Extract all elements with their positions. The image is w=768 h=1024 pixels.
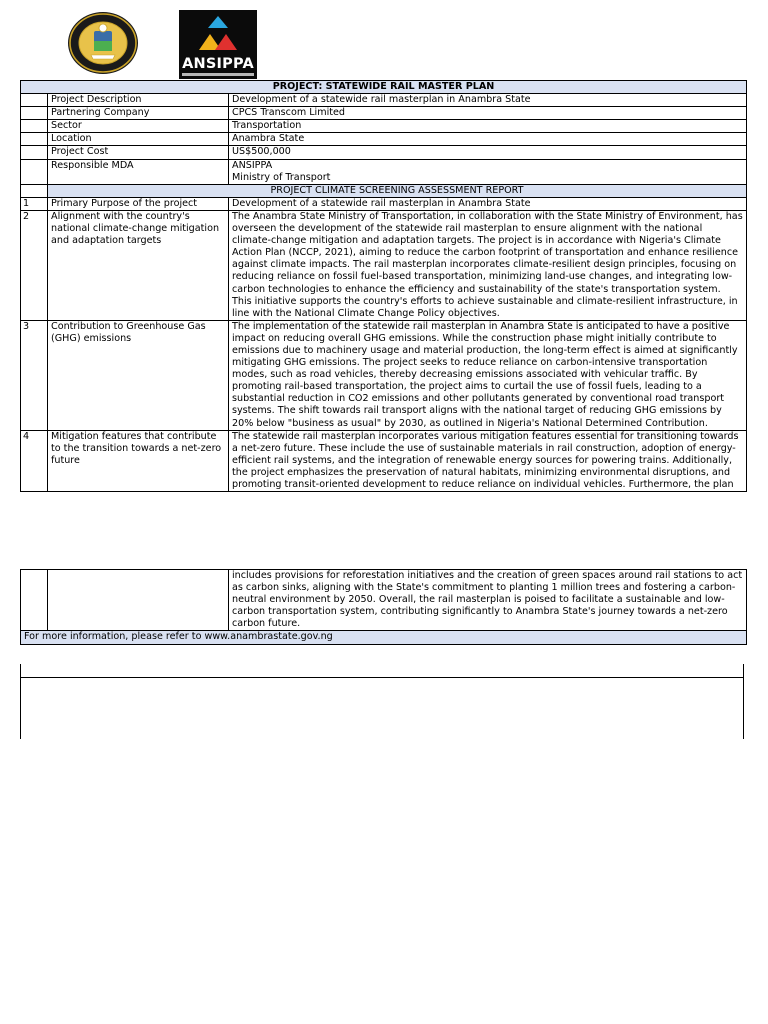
continuation-text: includes provisions for reforestation initiatives and the creation of green spaces around rail stations to act as carbon sinks, aligning with the State's commitment to planting 1 million trees and fostering a carbon-neutral environment by 2050. Overall, the rail masterplan is poised to facilitate a sustainable and low-carbon transportation system, contributing significantly to Anambra State's journey towards a net-zero carbon future. bbox=[229, 570, 747, 631]
footer-row bbox=[21, 631, 747, 644]
row-label: Contribution to Greenhouse Gas (GHG) emissions bbox=[48, 320, 229, 430]
row-number: 2 bbox=[21, 210, 48, 320]
field-row bbox=[21, 94, 747, 107]
field-value bbox=[229, 159, 747, 184]
continuation-row bbox=[21, 570, 747, 631]
field-label: Sector bbox=[48, 120, 229, 133]
field-row bbox=[21, 107, 747, 120]
field-value: US$500,000 bbox=[229, 146, 747, 159]
footer-note: For more information, please refer to www.anambrastate.gov.ng bbox=[21, 631, 747, 644]
empty-box-header bbox=[20, 664, 744, 678]
field-row bbox=[21, 120, 747, 133]
continuation-table bbox=[20, 569, 747, 645]
field-value: Anambra State bbox=[229, 133, 747, 146]
row-number: 4 bbox=[21, 430, 48, 491]
report-title: PROJECT CLIMATE SCREENING ASSESSMENT REPORT bbox=[48, 184, 747, 197]
report-row bbox=[21, 197, 747, 210]
project-title: PROJECT: STATEWIDE RAIL MASTER PLAN bbox=[21, 81, 747, 94]
field-row bbox=[21, 159, 747, 184]
row-text: The Anambra State Ministry of Transportation, in collaboration with the State Ministry of Environment, has overseen the development of the statewide rail masterplan to ensure alignment with the national climate-change mitigation and adaptation targets. The project is in accordance with Nigeria's Climate Action Plan (NCCP, 2021), aiming to reduce the carbon footprint of transportation and enhance resilience against climate impacts. The rail masterplan incorporates climate-resilient design principles, focusing on reducing reliance on fossil fuel-based transportation, minimizing land-use changes, and integrating low-carbon technologies to enhance the efficiency and sustainability of the state's transportation system. This initiative supports the country's efforts to achieve sustainable and climate-resilient infrastructure, in line with the National Climate Change Policy objectives. bbox=[229, 210, 747, 320]
field-row bbox=[21, 133, 747, 146]
field-label: Responsible MDA bbox=[48, 159, 229, 184]
project-title-row bbox=[21, 81, 747, 94]
responsible-mda-secondary: Ministry of Transport bbox=[232, 171, 331, 183]
field-value: CPCS Transcom Limited bbox=[229, 107, 747, 120]
report-title-row bbox=[21, 184, 747, 197]
empty-box-body bbox=[20, 677, 744, 739]
responsible-mda-primary: ANSIPPA bbox=[232, 159, 273, 171]
field-label: Location bbox=[48, 133, 229, 146]
row-label: Primary Purpose of the project bbox=[48, 197, 229, 210]
row-number: 3 bbox=[21, 320, 48, 430]
field-value: Development of a statewide rail masterplan in Anambra State bbox=[229, 94, 747, 107]
report-row bbox=[21, 210, 747, 320]
row-text: The statewide rail masterplan incorporates various mitigation features essential for transitioning towards a net-zero future. These include the use of sustainable materials in rail construction, adoption of energy-efficient rail systems, and the integration of renewable energy sources for powering trains. Additionally, the project emphasizes the preservation of natural habitats, minimizing environmental disruptions, and promoting transit-oriented development to reduce reliance on individual vehicles. Furthermore, the plan bbox=[229, 430, 747, 491]
report-row bbox=[21, 320, 747, 430]
row-text: The implementation of the statewide rail masterplan in Anambra State is anticipated to have a positive impact on reducing overall GHG emissions. While the construction phase might initially contribute to emissions due to machinery usage and material production, the long-term effect is aimed at significantly mitigating GHG emissions. The project seeks to reduce reliance on carbon-intensive transportation modes, such as road vehicles, thereby decreasing emissions associated with vehicular traffic. By promoting rail-based transportation, the project aims to curtail the use of fossil fuels, leading to a substantial reduction in CO2 emissions and other pollutants generated by conventional road transport systems. The shift towards rail transport aligns with the national target of reducing GHG emissions by 20% below "business as usual" by 2030, as outlined in Nigeria's National Determined Contribution. bbox=[229, 320, 747, 430]
project-table bbox=[20, 80, 747, 492]
field-value: Transportation bbox=[229, 120, 747, 133]
ansippa-wordmark: ANSIPPA bbox=[182, 56, 254, 72]
row-number: 1 bbox=[21, 197, 48, 210]
report-row bbox=[21, 430, 747, 491]
anambra-state-seal-logo bbox=[67, 11, 139, 75]
field-label: Project Cost bbox=[48, 146, 229, 159]
field-row bbox=[21, 146, 747, 159]
row-text: Development of a statewide rail masterplan in Anambra State bbox=[229, 197, 747, 210]
row-label: Mitigation features that contribute to the transition towards a net-zero future bbox=[48, 430, 229, 491]
field-label: Partnering Company bbox=[48, 107, 229, 120]
field-label: Project Description bbox=[48, 94, 229, 107]
ansippa-tagline bbox=[182, 73, 254, 76]
ansippa-logo bbox=[179, 10, 257, 79]
row-label: Alignment with the country's national climate-change mitigation and adaptation targets bbox=[48, 210, 229, 320]
